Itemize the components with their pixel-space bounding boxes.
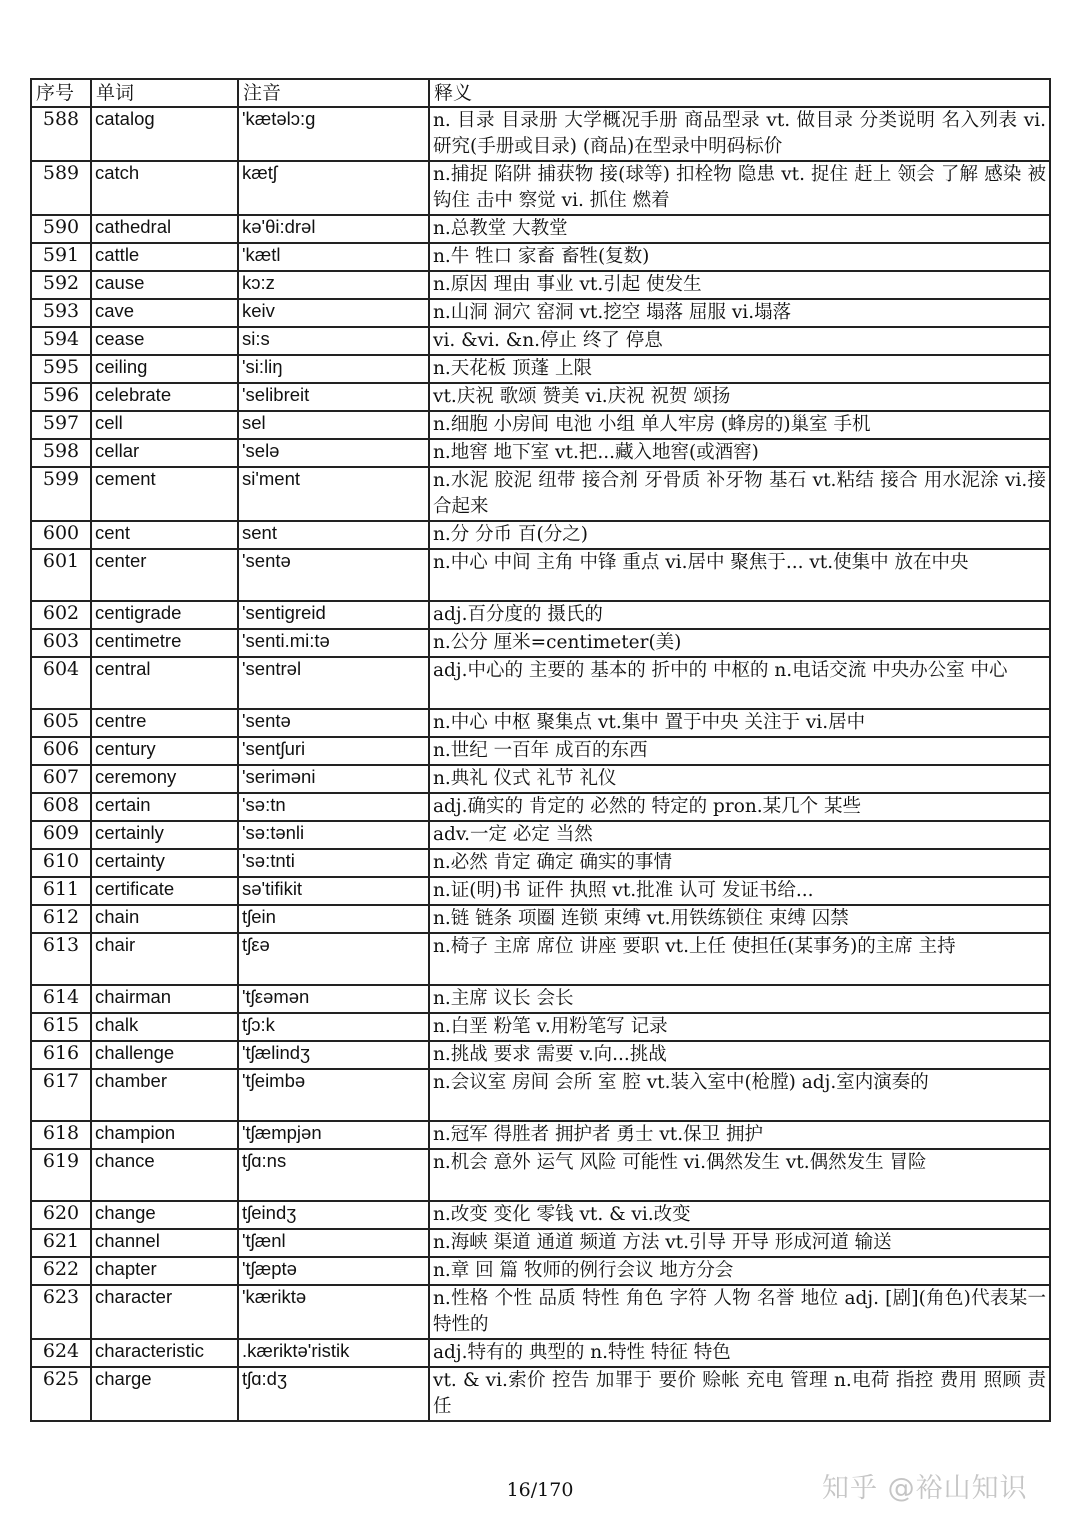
header-pronunciation: 注音 [238,79,429,107]
entry-word: certainty [91,849,238,877]
entry-number: 605 [31,709,91,737]
entry-number: 621 [31,1229,91,1257]
entry-number: 590 [31,215,91,243]
entry-definition: n.典礼 仪式 礼节 礼仪 [429,765,1050,793]
entry-word: cement [91,467,238,521]
entry-number: 588 [31,107,91,161]
entry-word: champion [91,1121,238,1149]
entry-number: 618 [31,1121,91,1149]
entry-word: chapter [91,1257,238,1285]
entry-definition: n.机会 意外 运气 风险 可能性 vi.偶然发生 vt.偶然发生 冒险 [429,1149,1050,1201]
table-row [31,629,1050,657]
entry-number: 594 [31,327,91,355]
entry-word: cell [91,411,238,439]
table-body [31,107,1050,1421]
entry-definition: adv.一定 必定 当然 [429,821,1050,849]
entry-definition: n. 目录 目录册 大学概况手册 商品型录 vt. 做目录 分类说明 名入列表 vi. 研究(手册或目录) (商品)在型录中明码标价 [429,107,1050,161]
entry-pronunciation: tʃein [238,905,429,933]
entry-number: 620 [31,1201,91,1229]
vocabulary-table [30,78,1051,1422]
table-row [31,243,1050,271]
entry-definition: n.主席 议长 会长 [429,985,1050,1013]
entry-definition: n.会议室 房间 会所 室 腔 vt.装入室中(枪膛) adj.室内演奏的 [429,1069,1050,1121]
entry-pronunciation: 'tʃeimbə [238,1069,429,1121]
entry-word: cave [91,299,238,327]
entry-pronunciation: 'tʃælindʒ [238,1041,429,1069]
entry-number: 593 [31,299,91,327]
table-row [31,821,1050,849]
entry-number: 609 [31,821,91,849]
entry-word: chalk [91,1013,238,1041]
entry-definition: n.总教堂 大教堂 [429,215,1050,243]
entry-pronunciation: 'kætəlɔ:g [238,107,429,161]
entry-number: 589 [31,161,91,215]
entry-definition: adj.中心的 主要的 基本的 折中的 中枢的 n.电话交流 中央办公室 中心 [429,657,1050,709]
entry-word: charge [91,1367,238,1421]
table-row [31,107,1050,161]
entry-word: center [91,549,238,601]
entry-word: chair [91,933,238,985]
entry-pronunciation: 'kæriktə [238,1285,429,1339]
entry-pronunciation: 'seriməni [238,765,429,793]
table-row [31,271,1050,299]
entry-number: 617 [31,1069,91,1121]
entry-definition: n.改变 变化 零钱 vt. & vi.改变 [429,1201,1050,1229]
entry-pronunciation: kætʃ [238,161,429,215]
entry-number: 591 [31,243,91,271]
entry-definition: n.挑战 要求 需要 v.向...挑战 [429,1041,1050,1069]
entry-word: chance [91,1149,238,1201]
table-row [31,877,1050,905]
entry-number: 613 [31,933,91,985]
entry-word: cellar [91,439,238,467]
entry-number: 625 [31,1367,91,1421]
header-word: 单词 [91,79,238,107]
entry-pronunciation: 'sə:tənli [238,821,429,849]
entry-pronunciation: tʃɑ:ns [238,1149,429,1201]
entry-definition: n.性格 个性 品质 特性 角色 字符 人物 名誉 地位 adj. [剧](角色)代表某一特性的 [429,1285,1050,1339]
entry-number: 608 [31,793,91,821]
entry-number: 602 [31,601,91,629]
entry-definition: n.原因 理由 事业 vt.引起 使发生 [429,271,1050,299]
table-row [31,1121,1050,1149]
entry-word: centigrade [91,601,238,629]
entry-definition: n.细胞 小房间 电池 小组 单人牢房 (蜂房的)巢室 手机 [429,411,1050,439]
entry-pronunciation: 'selibreit [238,383,429,411]
entry-definition: vt.庆祝 歌颂 赞美 vi.庆祝 祝贺 颂扬 [429,383,1050,411]
table-row [31,1069,1050,1121]
table-row [31,765,1050,793]
entry-word: characteristic [91,1339,238,1367]
entry-pronunciation: 'sentrəl [238,657,429,709]
entry-number: 607 [31,765,91,793]
entry-definition: n.中心 中间 主角 中锋 重点 vi.居中 聚焦于... vt.使集中 放在中央 [429,549,1050,601]
entry-pronunciation: 'selə [238,439,429,467]
entry-word: certainly [91,821,238,849]
table-row [31,933,1050,985]
entry-pronunciation: keiv [238,299,429,327]
entry-word: cent [91,521,238,549]
table-row [31,1149,1050,1201]
table-row [31,1201,1050,1229]
entry-word: ceiling [91,355,238,383]
entry-pronunciation: 'sentə [238,709,429,737]
entry-pronunciation: 'sə:tn [238,793,429,821]
entry-number: 612 [31,905,91,933]
entry-word: catalog [91,107,238,161]
entry-pronunciation: 'sentʃuri [238,737,429,765]
entry-word: chamber [91,1069,238,1121]
entry-pronunciation: 'sə:tnti [238,849,429,877]
entry-number: 616 [31,1041,91,1069]
entry-definition: n.公分 厘米=centimeter(美) [429,629,1050,657]
entry-word: centimetre [91,629,238,657]
entry-number: 600 [31,521,91,549]
entry-number: 599 [31,467,91,521]
table-row [31,849,1050,877]
table-row [31,1257,1050,1285]
table-row [31,985,1050,1013]
header-number: 序号 [31,79,91,107]
entry-definition: n.章 回 篇 牧师的例行会议 地方分会 [429,1257,1050,1285]
table-row [31,383,1050,411]
entry-definition: n.世纪 一百年 成百的东西 [429,737,1050,765]
table-row [31,737,1050,765]
entry-number: 601 [31,549,91,601]
table-row [31,327,1050,355]
entry-pronunciation: 'si:liŋ [238,355,429,383]
entry-pronunciation: si'ment [238,467,429,521]
entry-definition: n.分 分币 百(分之) [429,521,1050,549]
table-row [31,299,1050,327]
entry-word: challenge [91,1041,238,1069]
entry-definition: n.白垩 粉笔 v.用粉笔写 记录 [429,1013,1050,1041]
entry-number: 624 [31,1339,91,1367]
table-row [31,161,1050,215]
table-row [31,521,1050,549]
entry-definition: n.必然 肯定 确定 确实的事情 [429,849,1050,877]
entry-number: 611 [31,877,91,905]
entry-number: 610 [31,849,91,877]
table-row [31,657,1050,709]
entry-pronunciation: 'tʃænl [238,1229,429,1257]
entry-number: 598 [31,439,91,467]
entry-definition: vt. & vi.索价 控告 加罪于 要价 赊帐 充电 管理 n.电荷 指控 费用 照顾 责任 [429,1367,1050,1421]
entry-word: cattle [91,243,238,271]
entry-word: cathedral [91,215,238,243]
entry-number: 606 [31,737,91,765]
entry-pronunciation: sent [238,521,429,549]
table-row [31,215,1050,243]
entry-word: celebrate [91,383,238,411]
table-row [31,411,1050,439]
entry-pronunciation: 'tʃæmpjən [238,1121,429,1149]
entry-number: 597 [31,411,91,439]
table-row [31,905,1050,933]
watermark: 知乎 @裕山知识 [822,1473,1028,1504]
entry-definition: adj.特有的 典型的 n.特性 特征 特色 [429,1339,1050,1367]
table-row [31,1285,1050,1339]
entry-word: central [91,657,238,709]
entry-definition: n.地窖 地下室 vt.把...藏入地窖(或酒窖) [429,439,1050,467]
entry-word: chairman [91,985,238,1013]
entry-definition: n.中心 中枢 聚集点 vt.集中 置于中央 关注于 vi.居中 [429,709,1050,737]
entry-word: cease [91,327,238,355]
table-row [31,467,1050,521]
entry-number: 596 [31,383,91,411]
entry-definition: n.椅子 主席 席位 讲座 要职 vt.上任 使担任(某事务)的主席 主持 [429,933,1050,985]
entry-pronunciation: 'kætl [238,243,429,271]
entry-number: 622 [31,1257,91,1285]
entry-pronunciation: sel [238,411,429,439]
entry-word: character [91,1285,238,1339]
entry-definition: n.链 链条 项圈 连锁 束缚 vt.用铁练锁住 束缚 囚禁 [429,905,1050,933]
entry-number: 623 [31,1285,91,1339]
entry-definition: vi. &vi. &n.停止 终了 停息 [429,327,1050,355]
table-row [31,1229,1050,1257]
entry-pronunciation: tʃɑ:dʒ [238,1367,429,1421]
entry-number: 592 [31,271,91,299]
table-row [31,355,1050,383]
table-header-row [31,79,1050,107]
entry-number: 615 [31,1013,91,1041]
entry-definition: n.水泥 胶泥 纽带 接合剂 牙骨质 补牙物 基石 vt.粘结 接合 用水泥涂 vi.接合起来 [429,467,1050,521]
entry-pronunciation: 'sentigreid [238,601,429,629]
entry-pronunciation: tʃeindʒ [238,1201,429,1229]
table-row [31,549,1050,601]
table-row [31,1041,1050,1069]
entry-word: certain [91,793,238,821]
entry-pronunciation: sə'tifikit [238,877,429,905]
entry-pronunciation: kə'θi:drəl [238,215,429,243]
table-row [31,1367,1050,1421]
entry-definition: n.牛 牲口 家畜 畜牲(复数) [429,243,1050,271]
table-row [31,709,1050,737]
table-row [31,793,1050,821]
entry-pronunciation: .kæriktə'ristik [238,1339,429,1367]
entry-definition: n.冠军 得胜者 拥护者 勇士 vt.保卫 拥护 [429,1121,1050,1149]
entry-definition: n.证(明)书 证件 执照 vt.批准 认可 发证书给... [429,877,1050,905]
header-definition: 释义 [429,79,1050,107]
entry-definition: n.天花板 顶蓬 上限 [429,355,1050,383]
entry-pronunciation: 'senti.mi:tə [238,629,429,657]
entry-definition: n.海峡 渠道 通道 频道 方法 vt.引导 开导 形成河道 输送 [429,1229,1050,1257]
entry-pronunciation: 'sentə [238,549,429,601]
entry-word: channel [91,1229,238,1257]
entry-number: 604 [31,657,91,709]
entry-number: 614 [31,985,91,1013]
entry-word: chain [91,905,238,933]
entry-pronunciation: tʃεə [238,933,429,985]
entry-number: 619 [31,1149,91,1201]
entry-number: 603 [31,629,91,657]
page-number: 16/170 [506,1479,574,1501]
entry-word: catch [91,161,238,215]
entry-definition: adj.确实的 肯定的 必然的 特定的 pron.某几个 某些 [429,793,1050,821]
table-row [31,1013,1050,1041]
entry-pronunciation: tʃɔ:k [238,1013,429,1041]
table-row [31,1339,1050,1367]
entry-definition: n.山洞 洞穴 窑洞 vt.挖空 塌落 屈服 vi.塌落 [429,299,1050,327]
entry-pronunciation: 'tʃεəmən [238,985,429,1013]
entry-number: 595 [31,355,91,383]
entry-word: centre [91,709,238,737]
entry-pronunciation: 'tʃæptə [238,1257,429,1285]
entry-definition: n.捕捉 陷阱 捕获物 接(球等) 扣栓物 隐患 vt. 捉住 赶上 领会 了解 感染 被钩住 击中 察觉 vi. 抓住 燃着 [429,161,1050,215]
entry-pronunciation: si:s [238,327,429,355]
table-row [31,439,1050,467]
table-row [31,601,1050,629]
entry-pronunciation: kɔ:z [238,271,429,299]
entry-word: cause [91,271,238,299]
entry-word: change [91,1201,238,1229]
entry-word: certificate [91,877,238,905]
entry-word: century [91,737,238,765]
entry-definition: adj.百分度的 摄氏的 [429,601,1050,629]
entry-word: ceremony [91,765,238,793]
